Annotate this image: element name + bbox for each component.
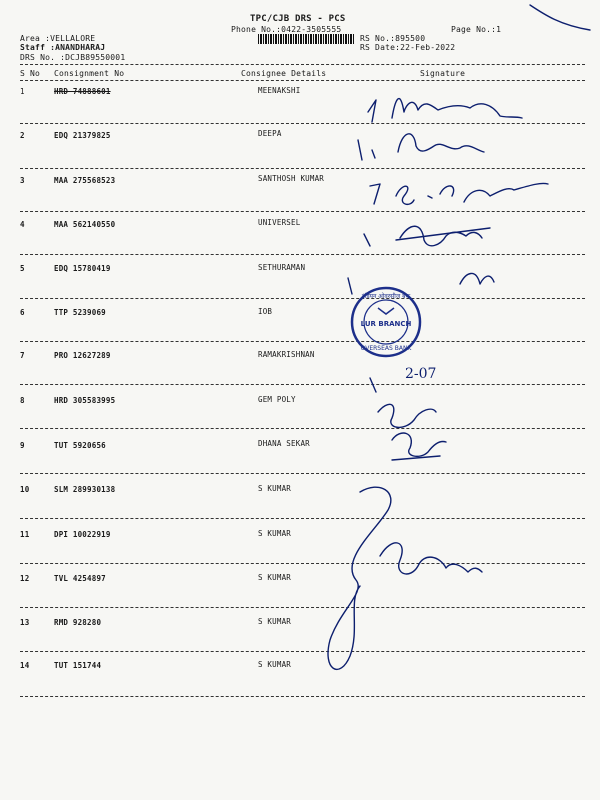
column-header-sno: S No bbox=[20, 69, 41, 78]
row-sno: 1 bbox=[20, 87, 25, 96]
row-sno: 13 bbox=[20, 618, 30, 627]
signature-mark bbox=[370, 378, 376, 392]
row-consignment: EDQ 15780419 bbox=[54, 264, 111, 273]
signature-mark bbox=[380, 543, 482, 574]
row-consignee: UNIVERSEL bbox=[258, 218, 301, 227]
row-consignment: EDQ 21379825 bbox=[54, 131, 111, 140]
row-sno: 7 bbox=[20, 351, 25, 360]
row-consignee: RAMAKRISHNAN bbox=[258, 350, 315, 359]
stamp-bottom-text: OVERSEAS BANK bbox=[360, 345, 412, 352]
row-sno: 12 bbox=[20, 574, 30, 583]
row-consignee: MEENAKSHI bbox=[258, 86, 301, 95]
row-sno: 3 bbox=[20, 176, 25, 185]
row-sno: 8 bbox=[20, 396, 25, 405]
signature-mark bbox=[368, 100, 376, 122]
row-sno: 2 bbox=[20, 131, 25, 140]
row-consignment: TVL 4254897 bbox=[54, 574, 106, 583]
row-sno: 10 bbox=[20, 485, 30, 494]
column-header-signature: Signature bbox=[420, 69, 466, 78]
row-consignee: S KUMAR bbox=[258, 573, 292, 582]
row-sno: 9 bbox=[20, 441, 25, 450]
signature-mark bbox=[392, 433, 446, 456]
signature-mark bbox=[392, 99, 522, 118]
signature-mark bbox=[400, 226, 482, 246]
signature-mark bbox=[378, 404, 436, 427]
row-consignment: TUT 151744 bbox=[54, 661, 102, 670]
page-number: Page No.:1 bbox=[451, 25, 502, 34]
signature-mark bbox=[364, 234, 370, 246]
corner-scribble-mark bbox=[530, 5, 590, 30]
row-sno: 14 bbox=[20, 661, 30, 670]
row-consignee: S KUMAR bbox=[258, 660, 292, 669]
staff-label: Staff :ANANDHARAJ bbox=[20, 43, 106, 52]
column-header-consignment: Consignment No bbox=[54, 69, 125, 78]
signature-mark bbox=[398, 134, 484, 152]
row-consignment: RMD 928280 bbox=[54, 618, 102, 627]
row-consignee: GEM POLY bbox=[258, 395, 296, 404]
row-consignment: HRD 305583995 bbox=[54, 396, 116, 405]
signature-mark bbox=[328, 487, 391, 669]
column-header-consignee: Consignee Details bbox=[241, 69, 327, 78]
row-consignee: S KUMAR bbox=[258, 484, 292, 493]
area-label: Area :VELLALORE bbox=[20, 34, 96, 43]
handwritten-annotation: 2-07 bbox=[405, 366, 437, 382]
row-sno: 4 bbox=[20, 220, 25, 229]
row-consignee: SETHURAMAN bbox=[258, 263, 306, 272]
stamp-branch-text: LUR BRANCH bbox=[360, 320, 412, 328]
row-consignee: IOB bbox=[258, 307, 273, 316]
stamp-top-text: इंडियन ओवरसीज बैंक bbox=[361, 293, 411, 300]
row-consignment: DPI 10022919 bbox=[54, 530, 111, 539]
signature-mark bbox=[396, 228, 490, 240]
signature-mark bbox=[370, 184, 380, 204]
row-consignment: MAA 562140550 bbox=[54, 220, 116, 229]
row-consignment: SLM 289930138 bbox=[54, 485, 116, 494]
row-consignment: HRD 74888601 bbox=[54, 87, 111, 96]
signature-mark bbox=[358, 140, 375, 160]
row-consignee: S KUMAR bbox=[258, 617, 292, 626]
row-consignee: S KUMAR bbox=[258, 529, 292, 538]
row-sno: 5 bbox=[20, 264, 25, 273]
row-consignment: PRO 12627289 bbox=[54, 351, 111, 360]
row-consignee: DEEPA bbox=[258, 129, 282, 138]
row-consignee: DHANA SEKAR bbox=[258, 439, 310, 448]
row-consignment: TUT 5920656 bbox=[54, 441, 106, 450]
phone-number: Phone No.:0422-3505555 bbox=[231, 25, 342, 34]
bank-stamp bbox=[352, 288, 420, 356]
row-sno: 11 bbox=[20, 530, 30, 539]
row-consignment: MAA 275568523 bbox=[54, 176, 116, 185]
row-consignment: TTP 5239069 bbox=[54, 308, 106, 317]
sheet-title: TPC/CJB DRS - PCS bbox=[250, 14, 346, 24]
rs-number: RS No.:895500 bbox=[360, 34, 426, 43]
drs-number: DRS No. :DCJB89550001 bbox=[20, 53, 126, 62]
signature-mark bbox=[396, 183, 548, 204]
signature-mark bbox=[460, 273, 494, 284]
row-consignee: SANTHOSH KUMAR bbox=[258, 174, 325, 183]
rs-date: RS Date:22-Feb-2022 bbox=[360, 43, 456, 52]
signature-mark bbox=[348, 278, 352, 294]
row-sno: 6 bbox=[20, 308, 25, 317]
